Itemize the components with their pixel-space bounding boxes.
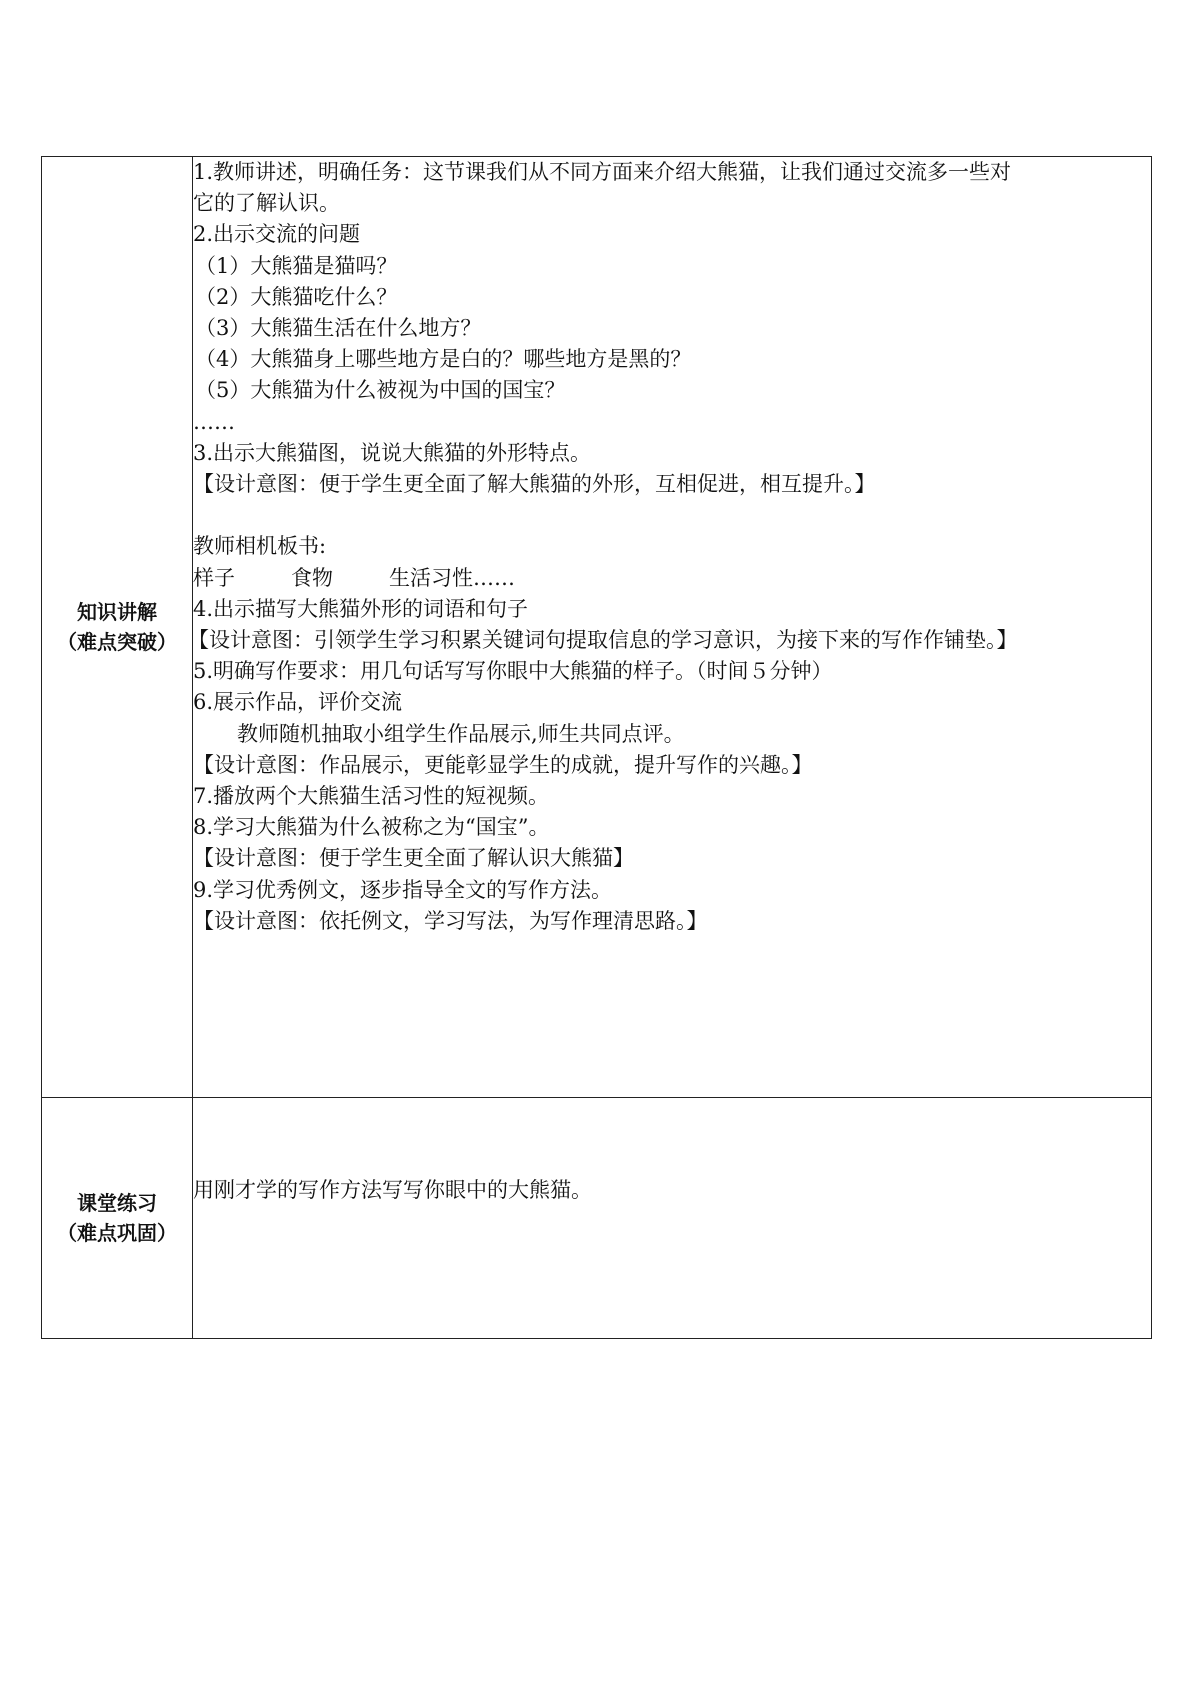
- text-line: 9.学习优秀例文，逐步指导全文的写作方法。: [193, 877, 613, 902]
- text-line: 它的了解认识。: [193, 191, 340, 216]
- design-intent: 【设计意图：依托例文，学习写法，为写作理清思路。】: [193, 908, 708, 933]
- board-item: 食物: [291, 565, 333, 590]
- text-line: 1.教师讲述，明确任务：这节课我们从不同方面来介绍大熊猫，让我们通过交流多一些对: [193, 160, 1012, 184]
- question-item: （1）大熊猫是猫吗？: [195, 253, 398, 278]
- table-row-practice: [42, 1098, 1152, 1339]
- row-label-line2: （难点突破）: [57, 630, 177, 654]
- board-items: [193, 563, 1151, 594]
- practice-text: 用刚才学的写作方法写写你眼中的大熊猫。: [193, 1178, 592, 1202]
- content-practice: [193, 1098, 1152, 1339]
- design-intent: 【设计意图：便于学生更全面了解大熊猫的外形，互相促进，相互提升。】: [193, 472, 876, 497]
- text-line: 5.明确写作要求：用几句话写写你眼中大熊猫的样子。（时间５分钟）: [193, 659, 833, 684]
- question-item: （5）大熊猫为什么被视为中国的国宝？: [195, 378, 566, 403]
- content-knowledge: [188, 157, 1152, 1098]
- table-row-knowledge: [42, 157, 1152, 1098]
- text-line: 3.出示大熊猫图，说说大熊猫的外形特点。: [193, 440, 592, 465]
- blank-line: [193, 500, 1151, 531]
- question-item: （4）大熊猫身上哪些地方是白的？哪些地方是黑的？: [195, 347, 692, 372]
- design-intent: 【设计意图：作品展示，更能彰显学生的成就，提升写作的兴趣。】: [193, 752, 813, 777]
- board-title: 教师相机板书:: [193, 534, 327, 559]
- board-item: 生活习性……: [389, 565, 515, 590]
- lesson-plan-table: [41, 156, 1152, 1339]
- row-label-practice: [42, 1098, 193, 1339]
- text-line: 2.出示交流的问题: [193, 222, 361, 247]
- row-label-knowledge: [42, 157, 193, 1098]
- text-line: 4.出示描写大熊猫外形的词语和句子: [193, 596, 529, 621]
- text-line: 8.学习大熊猫为什么被称之为“国宝”。: [193, 815, 550, 840]
- board-item: 样子: [193, 565, 235, 590]
- row-label-line1: 知识讲解: [77, 600, 157, 624]
- text-line: 7.播放两个大熊猫生活习性的短视频。: [193, 784, 550, 809]
- ellipsis-line: ……: [193, 409, 235, 434]
- design-intent: 【设计意图：便于学生更全面了解认识大熊猫】: [193, 846, 634, 871]
- question-item: （2）大熊猫吃什么？: [195, 284, 398, 309]
- design-intent: 【设计意图：引领学生学习积累关键词句提取信息的学习意识，为接下来的写作作铺垫。】: [188, 628, 1018, 653]
- text-line: 6.展示作品，评价交流: [193, 690, 403, 715]
- row-label-line2: （难点巩固）: [57, 1221, 177, 1245]
- question-item: （3）大熊猫生活在什么地方？: [195, 316, 482, 341]
- row-label-line1: 课堂练习: [77, 1191, 157, 1215]
- text-line: 教师随机抽取小组学生作品展示,师生共同点评。: [237, 721, 685, 746]
